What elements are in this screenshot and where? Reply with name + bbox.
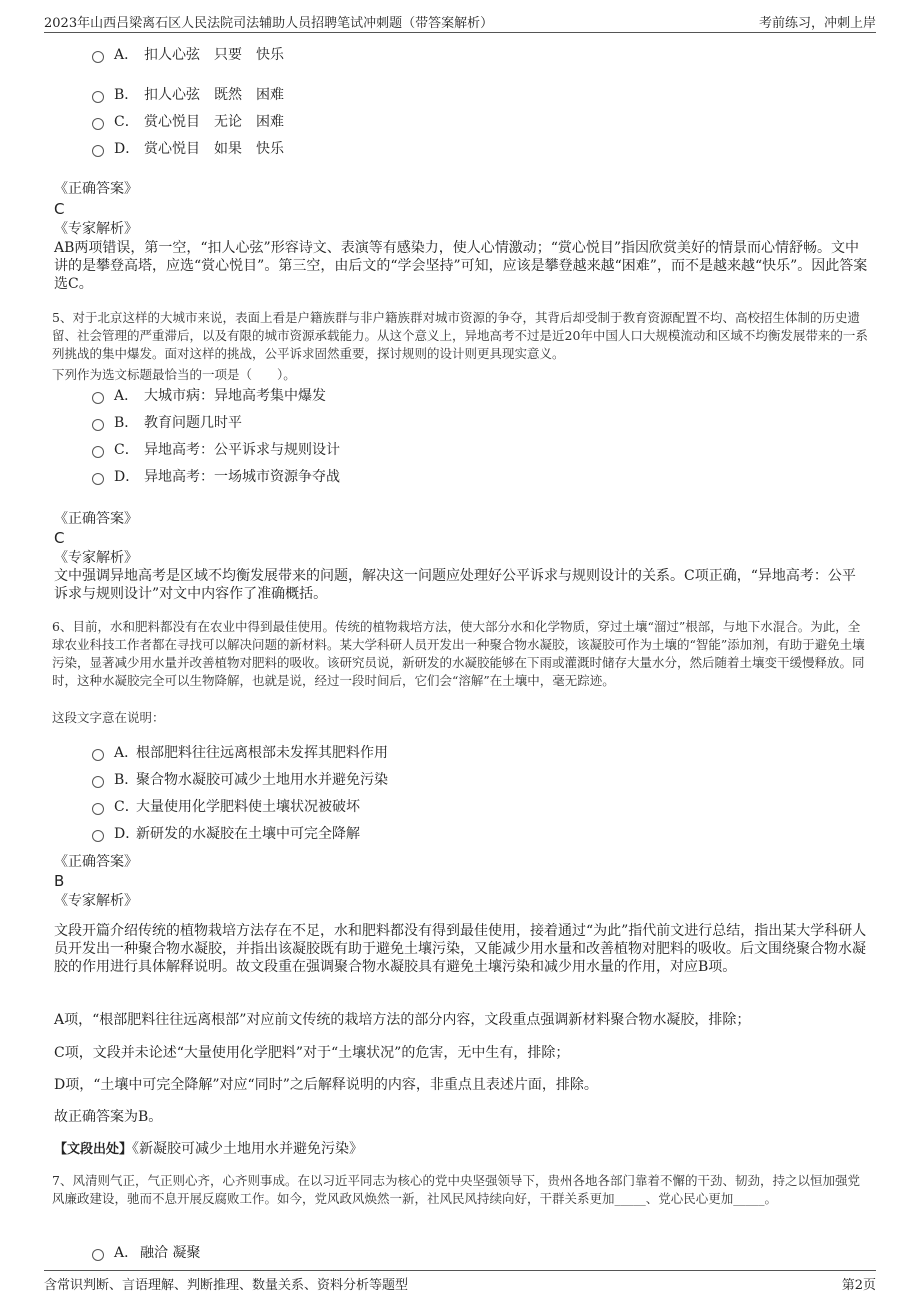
q5-analysis: 文中强调异地高考是区域不均衡发展带来的问题，解决这一问题应处理好公平诉求与规则设计的关系。C项正确，“异地高考：公平诉求与规则设计”对文中内容作了准确概括。 [54,568,856,602]
radio-button-icon[interactable] [92,1249,104,1261]
q6-prompt: 这段文字意在说明： [52,710,165,725]
q5-prompt: 下列作为选文标题最恰当的一项是（ ）。 [52,367,296,382]
page-header [44,10,876,33]
radio-button-icon[interactable] [92,145,104,157]
answer-label: 《正确答案》 [54,854,138,870]
q6-source [54,1139,363,1160]
option-text: 新研发的水凝胶在土壤中可完全降解 [136,826,360,842]
radio-button-icon[interactable] [92,446,104,458]
q5-option-b[interactable]: B． 教育问题几时平 [92,413,242,433]
q5-stem: 5、对于北京这样的大城市来说，表面上看是户籍族群与非户籍族群对城市资源的争夺，其背后却受制于教育资源配置不均、高校招生体制的历史遗留、社会管理的严重滞后，以及有限的城市资源承载能力。从这个意义上，异地高考不过是近20年中国人口大规模流动和区域不均衡发展带来的一系列挑战的集中爆发。面对这样的挑战，公平诉求固然重要，探讨规则的设计则更具现实意义。 [52,310,868,361]
option-text: 异地高考：一场城市资源争夺战 [144,469,340,485]
radio-button-icon[interactable] [92,91,104,103]
radio-button-icon[interactable] [92,118,104,130]
q6-analysis-d: D项，“土壤中可完全降解”对应“同时”之后解释说明的内容，非重点且表述片面，排除。 [54,1077,598,1093]
radio-button-icon[interactable] [92,830,104,842]
q4-option-c[interactable]: C． 赏心悦目 无论 困难 [92,112,284,132]
option-text: 大量使用化学肥料使土壤状况被破坏 [136,799,360,815]
option-text: 赏心悦目 如果 快乐 [144,141,284,157]
q7-stem: 7、风清则气正，气正则心齐，心齐则事成。在以习近平同志为核心的党中央坚强领导下，贵州各地各部门靠着不懈的干劲、韧劲，持之以恒加强党风廉政建设，驰而不息开展反腐败工作。如今，党风政风焕然一新，社风民风持续向好，干群关系更加_____、党心民心更加_____。 [52,1173,860,1206]
footer-subjects: 含常识判断、言语理解、判断推理、数量关系、资料分析等题型 [44,1278,409,1293]
page-footer [44,1270,876,1293]
option-text: 根部肥料往往远离根部未发挥其肥料作用 [136,745,388,761]
q5-option-a[interactable]: A． 大城市病：异地高考集中爆发 [92,386,326,406]
analysis-label: 《专家解析》 [54,221,138,237]
q7-option-a[interactable]: A． 融洽 凝聚 [92,1243,200,1263]
option-text: 异地高考：公平诉求与规则设计 [144,442,340,458]
radio-button-icon[interactable] [92,51,104,63]
option-text: 教育问题几时平 [144,415,242,431]
option-text: 扣人心弦 既然 困难 [144,87,284,103]
header-tagline: 考前练习，冲刺上岸 [758,16,876,31]
q6-analysis-c: C项，文段并未论述“大量使用化学肥料”对于“土壤状况”的危害，无中生有，排除； [54,1045,570,1061]
q6-option-b[interactable]: B．聚合物水凝胶可减少土地用水并避免污染 [92,770,388,790]
analysis-label: 《专家解析》 [54,893,138,909]
option-text: 扣人心弦 只要 快乐 [144,47,284,63]
option-text: 聚合物水凝胶可减少土地用水并避免污染 [136,772,388,788]
q6-option-d[interactable]: D．新研发的水凝胶在土壤中可完全降解 [92,824,360,844]
answer-label: 《正确答案》 [54,511,138,527]
radio-button-icon[interactable] [92,749,104,761]
q6-stem: 6、目前，水和肥料都没有在农业中得到最佳使用。传统的植物栽培方法，使大部分水和化学物质，穿过土壤“溜过”根部，与地下水混合。为此，全球农业科技工作者都在寻找可以解决问题的新材料。某大学科研人员开发出一种聚合物水凝胶，该凝胶可作为土壤的“智能”添加剂，有助于避免土壤污染，显著减少用水量并改善植物对肥料的吸收。该研究员说，新研发的水凝胶能够在下雨或灌溉时储存大量水分，然后随着土壤变干缓慢释放。同时，这种水凝胶完全可以生物降解，也就是说，经过一段时间后，它们会“溶解”在土壤中，毫无踪迹。 [52,619,865,688]
option-text: 大城市病：异地高考集中爆发 [144,388,326,404]
source-title: 《新凝胶可减少土地用水并避免污染》 [132,1141,364,1157]
radio-button-icon[interactable] [92,419,104,431]
source-label: 【文段出处】 [54,1142,133,1157]
q6-analysis-a: A项，“根部肥料往往远离根部”对应前文传统的栽培方法的部分内容，文段重点强调新材料聚合物水凝胶，排除； [54,1012,751,1028]
q4-option-d[interactable]: D． 赏心悦目 如果 快乐 [92,139,284,159]
q5-answer: C [54,529,65,547]
q5-option-d[interactable]: D． 异地高考：一场城市资源争夺战 [92,467,340,487]
radio-button-icon[interactable] [92,392,104,404]
page-number: 第2页 [841,1278,876,1293]
q5-option-c[interactable]: C． 异地高考：公平诉求与规则设计 [92,440,340,460]
option-text: 赏心悦目 无论 困难 [144,114,284,130]
document-title: 2023年山西吕梁离石区人民法院司法辅助人员招聘笔试冲刺题（带答案解析） [44,16,494,31]
q6-answer: B [54,872,65,890]
q4-analysis: AB两项错误，第一空，“扣人心弦”形容诗文、表演等有感染力，使人心情激动；“赏心悦目”指因欣赏美好的情景而心情舒畅。文中讲的是攀登高塔，应选“赏心悦目”。第三空，由后文的“学会坚持”可知，应该是攀登越来越“困难”，而不是越来越“快乐”。因此答案选C。 [54,240,868,292]
q6-option-a[interactable]: A．根部肥料往往远离根部未发挥其肥料作用 [92,743,388,763]
radio-button-icon[interactable] [92,776,104,788]
q6-analysis-conclusion: 故正确答案为B。 [54,1109,163,1125]
q4-answer: C [54,200,65,218]
radio-button-icon[interactable] [92,473,104,485]
q6-option-c[interactable]: C．大量使用化学肥料使土壤状况被破坏 [92,797,360,817]
option-text: 融洽 凝聚 [140,1245,201,1261]
q4-option-a[interactable]: A． 扣人心弦 只要 快乐 [92,45,284,65]
q4-option-b[interactable]: B． 扣人心弦 既然 困难 [92,85,284,105]
analysis-label: 《专家解析》 [54,550,138,566]
radio-button-icon[interactable] [92,803,104,815]
answer-label: 《正确答案》 [54,181,138,197]
q6-analysis-main: 文段开篇介绍传统的植物栽培方法存在不足，水和肥料都没有得到最佳使用，接着通过“为此”指代前文进行总结，指出某大学科研人员开发出一种聚合物水凝胶，并指出该凝胶既有助于避免土壤污染，又能减少用水量和改善植物对肥料的吸收。后文围绕聚合物水凝胶的作用进行具体解释说明。故文段重在强调聚合物水凝胶具有避免土壤污染和减少用水量的作用，对应B项。 [54,923,867,975]
